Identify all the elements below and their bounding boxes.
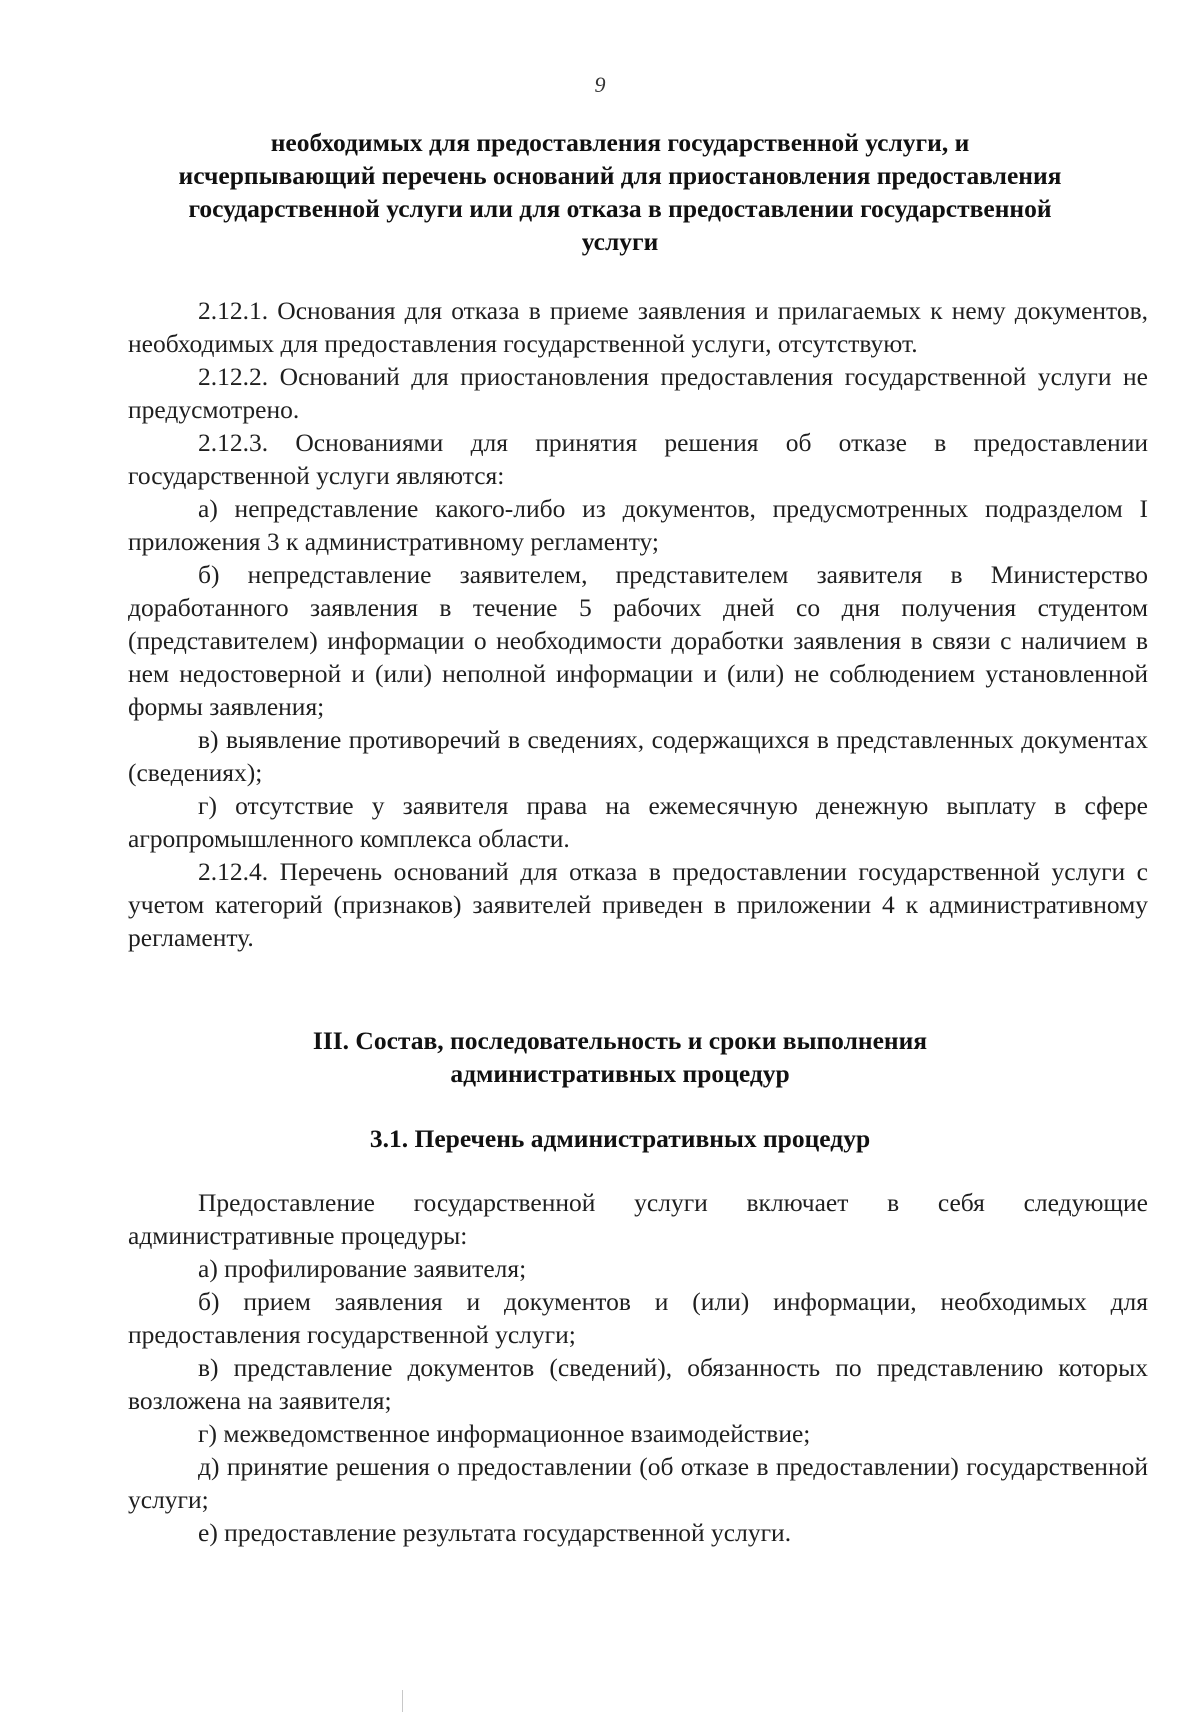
list-item-b: б) непредставление заявителем, представителем заявителя в Министерство доработанного заявления в течение 5 рабочих дней со дня получения студентом (представителем) информации о необходимости доработки заявления в связи с наличием в нем недостоверной и (или) неполной информации и (или) не соблюдением установленной формы заявления; [128,560,1148,721]
section-3-heading [120,1024,1120,1090]
procedure-item-g: г) межведомственное информационное взаимодействие; [198,1419,811,1448]
list-item-g: г) отсутствие у заявителя права на ежемесячную денежную выплату в сфере агропромышленного комплекса области. [128,791,1148,853]
procedure-item-e: е) предоставление результата государственной услуги. [198,1518,792,1547]
procedure-item-a: а) профилирование заявителя; [198,1254,527,1283]
heading-line: III. Состав, последовательность и сроки выполнения [312,1026,928,1055]
heading-line: необходимых для предоставления государственной услуги, и [270,128,970,157]
section-heading-continuation [120,126,1120,258]
heading-line: исчерпывающий перечень оснований для приостановления предоставления [178,161,1062,190]
procedure-item-d: д) принятие решения о предоставлении (об отказе в предоставлении) государственной услуги; [128,1452,1148,1514]
paragraph-2-12-2: 2.12.2. Оснований для приостановления предоставления государственной услуги не предусмотрено. [128,362,1148,424]
section-3-1-heading: 3.1. Перечень административных процедур [369,1124,871,1153]
heading-line: государственной услуги или для отказа в предоставлении государственной [188,194,1052,223]
procedure-item-v: в) представление документов (сведений), обязанность по представлению которых возложена на заявителя; [128,1353,1148,1415]
heading-line: административных процедур [450,1059,790,1088]
paragraph-2-12-1: 2.12.1. Основания для отказа в приеме заявления и прилагаемых к нему документов, необходимых для предоставления государственной услуги, отсутствуют. [128,296,1148,358]
procedures-intro: Предоставление государственной услуги включает в себя следующие административные процедуры: [128,1188,1148,1250]
paragraph-2-12-4: 2.12.4. Перечень оснований для отказа в предоставлении государственной услуги с учетом категорий (признаков) заявителей приведен в приложении 4 к административному регламенту. [128,857,1148,952]
page-number: 9 [594,72,606,97]
procedure-item-b: б) прием заявления и документов и (или) информации, необходимых для предоставления государственной услуги; [128,1287,1148,1349]
procedures-list-text [128,1186,1148,1549]
list-item-a: а) непредставление какого-либо из документов, предусмотренных подразделом I приложения 3 к административному регламенту; [128,494,1148,556]
grounds-for-refusal-text [128,294,1148,954]
scan-artifact-line [402,1690,403,1712]
list-item-v: в) выявление противоречий в сведениях, содержащихся в представленных документах (сведениях); [128,725,1148,787]
heading-line: услуги [581,227,659,256]
paragraph-2-12-3: 2.12.3. Основаниями для принятия решения об отказе в предоставлении государственной услуги являются: [128,428,1148,490]
